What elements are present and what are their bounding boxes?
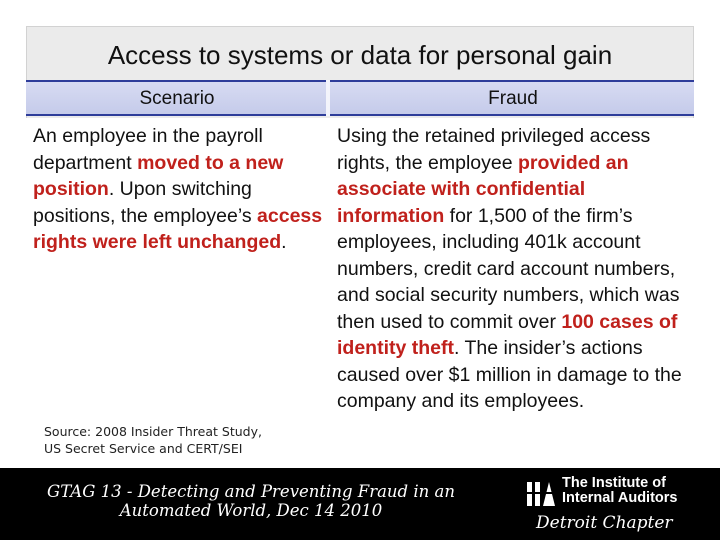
fraud-highlight: 100 cases of identity theft [337,310,678,359]
footer-caption [36,482,466,520]
scenario-highlight: access rights were left unchanged [33,204,323,253]
iia-logo-icon [526,478,556,508]
fraud-cell [337,123,687,415]
footer-line: GTAG 13 - Detecting and Preventing Fraud in an [47,482,455,501]
logo-text [562,476,677,506]
scenario-text: . Upon switching positions, the employee’s [33,178,258,227]
slide-title: Access to systems or data for personal gain [107,40,613,70]
scenario-text: . [281,231,287,253]
table-header [26,80,694,116]
header-scenario: Scenario [139,88,215,109]
fraud-highlight: provided an associate with confidential information [337,151,629,227]
logo-line: The Institute of [562,475,666,491]
scenario-highlight: moved to a new position [33,151,284,200]
scenario-text: An employee in the payroll department [33,125,263,174]
fraud-text: for 1,500 of the firm’s employees, including 401k account numbers, credit card account numbers, and social security numbers, which was then used to commit over [337,204,680,333]
footer-line: Automated World, Dec 14 2010 [119,501,383,520]
chapter-label: Detroit Chapter [536,513,673,533]
iia-logo [526,476,696,510]
header-fraud: Fraud [488,88,538,109]
source-note [44,423,324,457]
logo-line: Internal Auditors [562,490,678,506]
source-line: US Secret Service and CERT/SEI [44,441,243,456]
scenario-cell [33,123,323,256]
source-line: Source: 2008 Insider Threat Study, [44,424,262,439]
fraud-text: . The insider’s actions caused over $1 million in damage to the company and its employees. [337,337,682,412]
fraud-text: Using the retained privileged access rights, the employee [337,125,651,174]
column-divider [326,80,330,116]
